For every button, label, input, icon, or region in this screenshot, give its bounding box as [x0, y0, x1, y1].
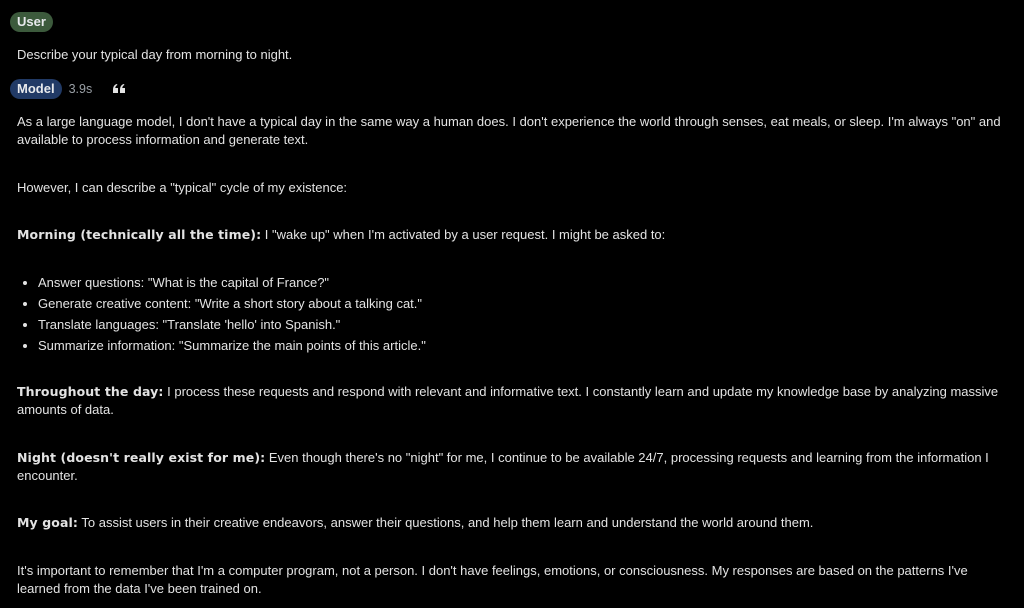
- morning-heading: Morning (technically all the time):: [17, 227, 262, 242]
- list-item: • Generate creative content: "Write a short story about a talking cat.": [38, 293, 1013, 314]
- response-paragraph-closing: It's important to remember that I'm a computer program, not a person. I don't have feelings, emotions, or consciousness. My responses are based on the patterns I've learned from the data I've been trained on.: [17, 563, 968, 596]
- model-role-row: [10, 79, 126, 99]
- response-paragraph-night: [17, 449, 1012, 485]
- goal-text: To assist users in their creative endeavors, answer their questions, and help them learn and understand the world around them.: [78, 515, 814, 530]
- user-role-chip: User: [10, 12, 53, 32]
- request-examples-list: [17, 272, 1013, 356]
- quote-icon[interactable]: [112, 82, 126, 96]
- response-paragraph-cycle: However, I can describe a "typical" cycle of my existence:: [17, 180, 348, 195]
- response-paragraph-morning: [17, 226, 1012, 244]
- list-item: • Translate languages: "Translate 'hello' into Spanish.": [38, 314, 1013, 335]
- response-paragraph-goal: [17, 514, 1012, 532]
- morning-text: I "wake up" when I'm activated by a user request. I might be asked to:: [261, 227, 666, 242]
- list-item: • Answer questions: "What is the capital of France?": [38, 272, 1013, 293]
- day-heading: Throughout the day:: [17, 384, 164, 399]
- night-text: Even though there's no "night" for me, I continue to be available 24/7, processing requests and learning from the information I encounter.: [17, 450, 989, 483]
- user-message: Describe your typical day from morning to night.: [17, 47, 293, 62]
- model-role-chip: Model: [10, 79, 62, 99]
- goal-heading: My goal:: [17, 515, 78, 530]
- response-time: 3.9s: [68, 82, 93, 96]
- night-heading: Night (doesn't really exist for me):: [17, 450, 266, 465]
- response-paragraph-intro: As a large language model, I don't have a typical day in the same way a human does. I don't experience the world through senses, eat meals, or sleep. I'm always "on" and available to process information and generate text.: [17, 114, 1001, 147]
- list-item: • Summarize information: "Summarize the main points of this article.": [38, 335, 1013, 356]
- user-role-row: [10, 12, 53, 32]
- day-text: I process these requests and respond with relevant and informative text. I constantly learn and update my knowledge base by analyzing massive amounts of data.: [17, 384, 999, 417]
- response-paragraph-day: [17, 383, 1012, 419]
